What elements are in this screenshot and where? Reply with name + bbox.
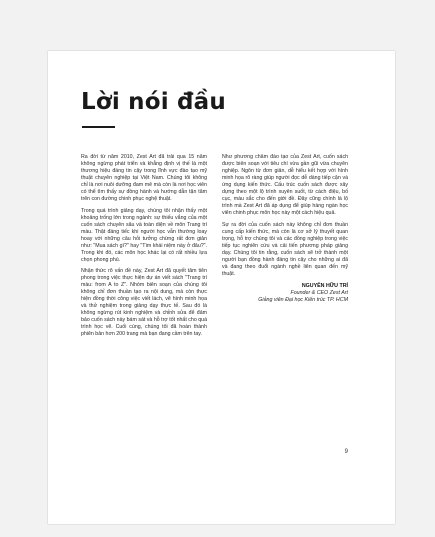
left-column (81, 154, 207, 343)
signature-role: Founder & CEO Zest Art (290, 289, 348, 296)
paragraph: Trong quá trình giảng dạy, chúng tôi nhận thấy một khoảng trống lớn trong ngành: sự thiếu vắng của một cuốn sách chuyên sâu và toàn diện về môn Trang trí màu. Thật đáng tiếc khi người học vẫn thường loay hoay với những câu hỏi tưởng chừng rất đơn giản như: "Mua sách gì?" hay "Tìm khái niệm này ở đâu?". Trong khi đó, các môn học khác lại có rất nhiều lựa chọn phong phú. (81, 207, 207, 263)
paragraph: Như phương châm đào tạo của Zest Art, cuốn sách được biên soạn với tiêu chí vừa gần gũi vừa chuyên nghiệp. Ngôn từ đơn giản, dễ hiểu kết hợp với hình minh họa rõ ràng giúp người đọc dễ dàng tiếp cận và ứng dụng kiến thức. Cấu trúc cuốn sách được xây dựng theo một lộ trình xuyên suốt, từ cách điệu, bố cục, màu sắc cho đến giới đề. Đây cũng chính là lộ trình mà Zest Art đã áp dụng để giúp hàng ngàn học viên chinh phục môn học này một cách hiệu quả. (222, 154, 348, 216)
page-number: 9 (344, 449, 348, 455)
book-page (48, 51, 395, 524)
title-underline (82, 126, 115, 128)
paragraph: Nhận thức rõ vấn đề này, Zest Art đã quyết tâm tiên phong trong việc thực hiện dự án viết sách "Trang trí màu: from A to Z". Nhóm biên soạn của chúng tôi không chỉ đơn thuần tạo ra nội dung, mà còn thực hiện đồng thời công việc viết lách, vẽ hình minh họa và thử nghiệm trong giảng dạy thực tế. Sau đó là không ngừng rút kinh nghiệm và chỉnh sửa để đảm bảo cuốn sách này bám sát và hỗ trợ tốt nhất cho quá trình học vẽ. Cuối cùng, chúng tôi đã hoàn thành phiên bản hơn 200 trang mà bạn đang cầm trên tay. (81, 268, 207, 337)
signature-name: NGUYỄN HỮU TRÍ (301, 282, 348, 289)
page-title: Lời nói đầu (81, 89, 226, 115)
paragraph: Ra đời từ năm 2010, Zest Art đã trải qua 15 năm không ngừng phát triển và khẳng định vị thế là một thương hiệu đáng tin cậy trong lĩnh vực đào tạo mỹ thuật chuyên nghiệp tại Việt Nam. Chúng tôi không chỉ là nơi nuôi dưỡng đam mê mà còn là nơi học viên có thể tìm thấy sự đồng hành và hướng dẫn tận tâm trên con đường chinh phục nghệ thuật. (81, 154, 207, 202)
right-column (222, 154, 348, 304)
signature-role: Giảng viên Đại học Kiến trúc TP. HCM (258, 296, 348, 303)
paragraph: Sự ra đời của cuốn sách này không chỉ đơn thuần cung cấp kiến thức, mà còn là cơ sở lý thuyết quan trọng, hỗ trợ chúng tôi và các đồng nghiệp trong việc tiếp tục nghiên cứu và cải tiến phương pháp giảng dạy. Chúng tôi tin rằng, cuốn sách sẽ trở thành một người bạn đồng hành đáng tin cậy cho những ai đã và đang theo đuổi ngành nghề liên quan đến mỹ thuật. (222, 221, 348, 277)
signature-block (222, 283, 348, 304)
